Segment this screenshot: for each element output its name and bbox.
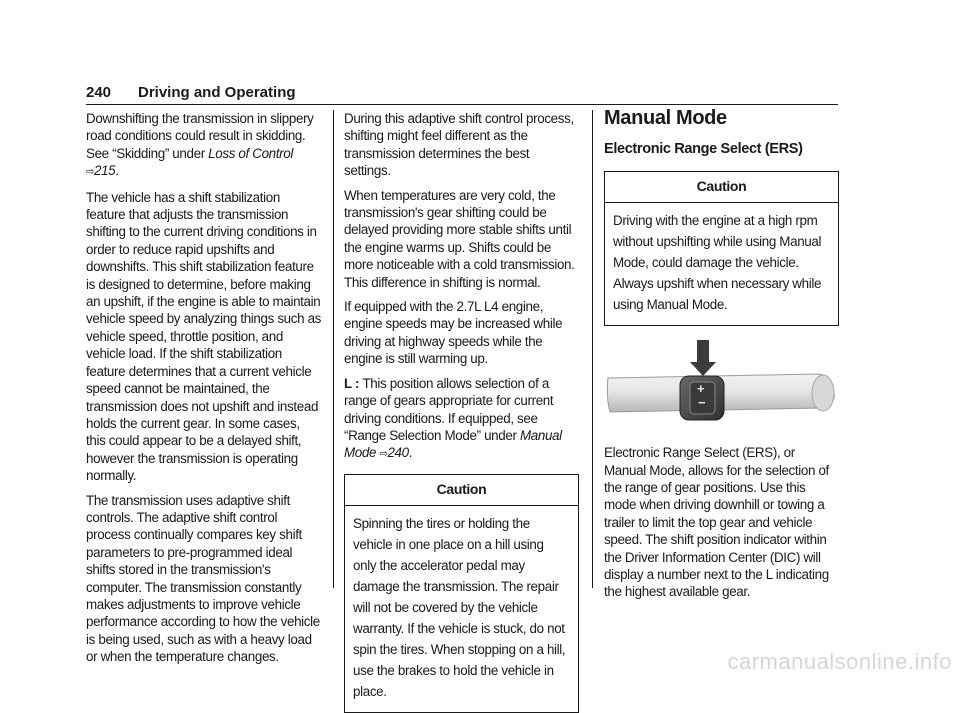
column-divider bbox=[592, 110, 593, 588]
section-heading: Manual Mode bbox=[604, 107, 727, 129]
plus-symbol: + bbox=[697, 381, 705, 397]
column-2 bbox=[344, 110, 579, 713]
paragraph-text: Downshifting the transmission in slippery road conditions could result in skidding. See “Skidding” under bbox=[86, 111, 314, 161]
caution-body: Spinning the tires or holding the vehicle in one place on a hill using only the accelerator pedal may damage the transmission. The repair will not be covered by the vehicle warranty. If the vehicle is stuck, do not spin the tires. When stopping on a hill, use the brakes to hold the vehicle in place. bbox=[353, 516, 566, 700]
section-title: Driving and Operating bbox=[138, 84, 296, 101]
shift-lever-illustration bbox=[604, 338, 839, 438]
paragraph: When temperatures are very cold, the transmission's gear shifting could be delayed providing more stable shifts until the engine warms up. Shifts could be more noticeable with a cold transmission. This difference in shifting is normal. bbox=[344, 187, 575, 290]
paragraph-text: This position allows selection of a range of gears appropriate for current driving conditions. If equipped, see “Range Selection Mode” under bbox=[344, 375, 554, 443]
caution-box bbox=[604, 171, 839, 326]
watermark: carmanualsonline.info bbox=[727, 649, 952, 674]
position-label: L : bbox=[344, 375, 363, 391]
caution-title: Caution bbox=[605, 172, 838, 203]
column-divider bbox=[333, 110, 334, 588]
paragraph: L : This position allows selection of a range of gears appropriate for current driving conditions. If equipped, see “Range Selection Mode” under Manual Mode ⇨240. bbox=[344, 375, 562, 461]
caution-title: Caution bbox=[345, 475, 578, 506]
paragraph: During this adaptive shift control process, shifting might feel different as the transmission determines the best settings. bbox=[344, 111, 574, 179]
paragraph: The vehicle has a shift stabilization feature that adjusts the transmission shifting to the current driving conditions in order to reduce rapid upshifts and downshifts. This shift stabilization feature is designed to determine, before making an upshift, if the engine is able to maintain vehicle speed by analyzing things such as vehicle speed, throttle position, and vehicle load. If the shift stabilization feature determines that a current vehicle speed cannot be maintained, the transmission does not upshift and instead holds the current gear. In some cases, this could appear to be a delayed shift, however the transmission is operating normally. bbox=[86, 189, 322, 484]
cross-reference-page[interactable]: 240 bbox=[387, 445, 409, 461]
page-reference-icon: ⇨ bbox=[86, 166, 94, 179]
caution-box bbox=[344, 474, 579, 713]
minus-symbol: − bbox=[698, 395, 706, 411]
page-number: 240 bbox=[86, 84, 112, 101]
column-3 bbox=[604, 107, 839, 608]
cross-reference-page[interactable]: 215 bbox=[93, 163, 116, 179]
column-1 bbox=[86, 110, 322, 673]
cross-reference-link[interactable]: Manual Mode bbox=[344, 427, 562, 461]
shift-lever-image bbox=[604, 338, 839, 438]
paragraph: Downshifting the transmission in slippery road conditions could result in skidding. See “Skidding” under Loss of Control ⇨215. bbox=[86, 111, 314, 179]
paragraph: Electronic Range Select (ERS), or Manual Mode, allows for the selection of the range of gear positions. Use this mode when driving downhill or towing a trailer to limit the top gear and vehicle speed. The shift position indicator within the Driver Information Center (DIC) will display a number next to the L indicating the highest available gear. bbox=[604, 445, 829, 600]
page-header bbox=[86, 84, 838, 105]
paragraph: The transmission uses adaptive shift controls. The adaptive shift control process continually compares key shift parameters to pre-programmed ideal shifts stored in the transmission's computer. The transmission constantly makes adjustments to improve vehicle performance according to how the vehicle is being used, such as with a heavy load or when the temperature changes. bbox=[86, 492, 320, 665]
page-reference-icon: ⇨ bbox=[379, 448, 388, 461]
cross-reference-link[interactable]: Loss of Control bbox=[208, 145, 293, 161]
subsection-heading: Electronic Range Select (ERS) bbox=[604, 141, 803, 158]
paragraph: If equipped with the 2.7L L4 engine, engine speeds may be increased while driving at highway speeds while the engine is still warming up. bbox=[344, 299, 563, 367]
caution-body: Driving with the engine at a high rpm without upshifting while using Manual Mode, could damage the vehicle. Always upshift when necessary while using Manual Mode. bbox=[613, 213, 822, 313]
